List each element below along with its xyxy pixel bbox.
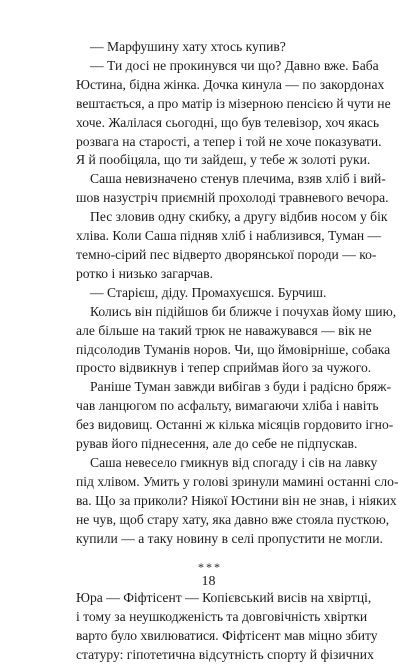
text-line: ва. Що за приколи? Ніякої Юстини він не знав, і ніяких — [76, 492, 397, 508]
text-line: Я й пообіцяла, що ти зайдеш, у тебе ж золоті руки. — [76, 152, 371, 168]
text-line: статуру: гіпотетична відсутність спорту й фізичних — [76, 647, 374, 663]
text-line: підсолодив Туманів норов. Чи, що ймовірніше, собака — [76, 341, 391, 357]
text-line: чав ланцюгом по асфальту, вимагаючи хліба і навіть — [76, 398, 379, 414]
text-line: Юра — Фіфтісент — Копієвський висів на хвіртці, — [76, 590, 372, 606]
section-separator: *** — [198, 560, 222, 575]
text-line: під хлівом. Умить у голові зринули мамині останні сло- — [76, 473, 399, 489]
text-line: — Старієш, діду. Промахуєшся. Бурчиш. — [90, 284, 327, 300]
text-line: рував його піднесення, але до себе не підпускав. — [76, 436, 358, 452]
page-number: 18 — [201, 574, 216, 589]
text-line: але більше на такий трюк не наважувався — вік не — [76, 322, 372, 338]
text-line: хліва. Коли Саша підняв хліб і наблизився, Туман — — [76, 228, 382, 244]
text-line: розвага на старості, а тепер і той не хоче показувати. — [76, 133, 382, 149]
text-line: і тому за неушкодженість та довговічність хвіртки — [76, 609, 368, 625]
text-line: — Марфушину хату хтось купив? — [90, 39, 286, 54]
text-line: Раніше Туман завжди вибігав з буди і радісно бряж- — [90, 379, 392, 395]
text-line: просто відвикнув і тепер сприймав його за чужого. — [76, 360, 372, 376]
text-line: Пес зловив одну скибку, а другу відбив носом у бік — [90, 209, 388, 225]
text-line: Юстина, бідна жінка. Дочка кинула — по закордонах — [76, 76, 385, 92]
text-line: не чув, щоб стару хату, яка давно вже стояла пусткою, — [76, 511, 390, 527]
text-line: варто було хвилюватися. Фіфтісент мав міцно збиту — [76, 628, 378, 644]
text-line: вештається, а про матір із мізерною пенсією й чути не — [76, 95, 391, 111]
page-body — [76, 38, 399, 665]
text-line: Саша невизначено стенув плечима, взяв хліб і вий- — [90, 171, 386, 187]
text-line: без видовищ. Останні ж кілька місяців гордовито ігно- — [76, 417, 394, 433]
text-line: Колись він підійшов би ближче і почухав йому шию, — [90, 303, 397, 319]
text-line: темно-сірий пес відверто дворянської породи — ко- — [76, 246, 377, 262]
text-line: Саша невесело гмикнув від спогаду і сів на лавку — [90, 454, 378, 470]
text-line: хоче. Жалілася сьогодні, що був телевізор, хоч якась — [76, 114, 380, 130]
text-line: шов назустріч приємній прохолоді травневого вечора. — [76, 190, 389, 206]
text-line: — Ти досі не прокинувся чи що? Давно вже. Баба — [90, 57, 379, 73]
text-line: купили — а таку новину в селі пропустити не могли. — [76, 530, 383, 546]
text-line: ротко і низько загарчав. — [76, 265, 214, 281]
